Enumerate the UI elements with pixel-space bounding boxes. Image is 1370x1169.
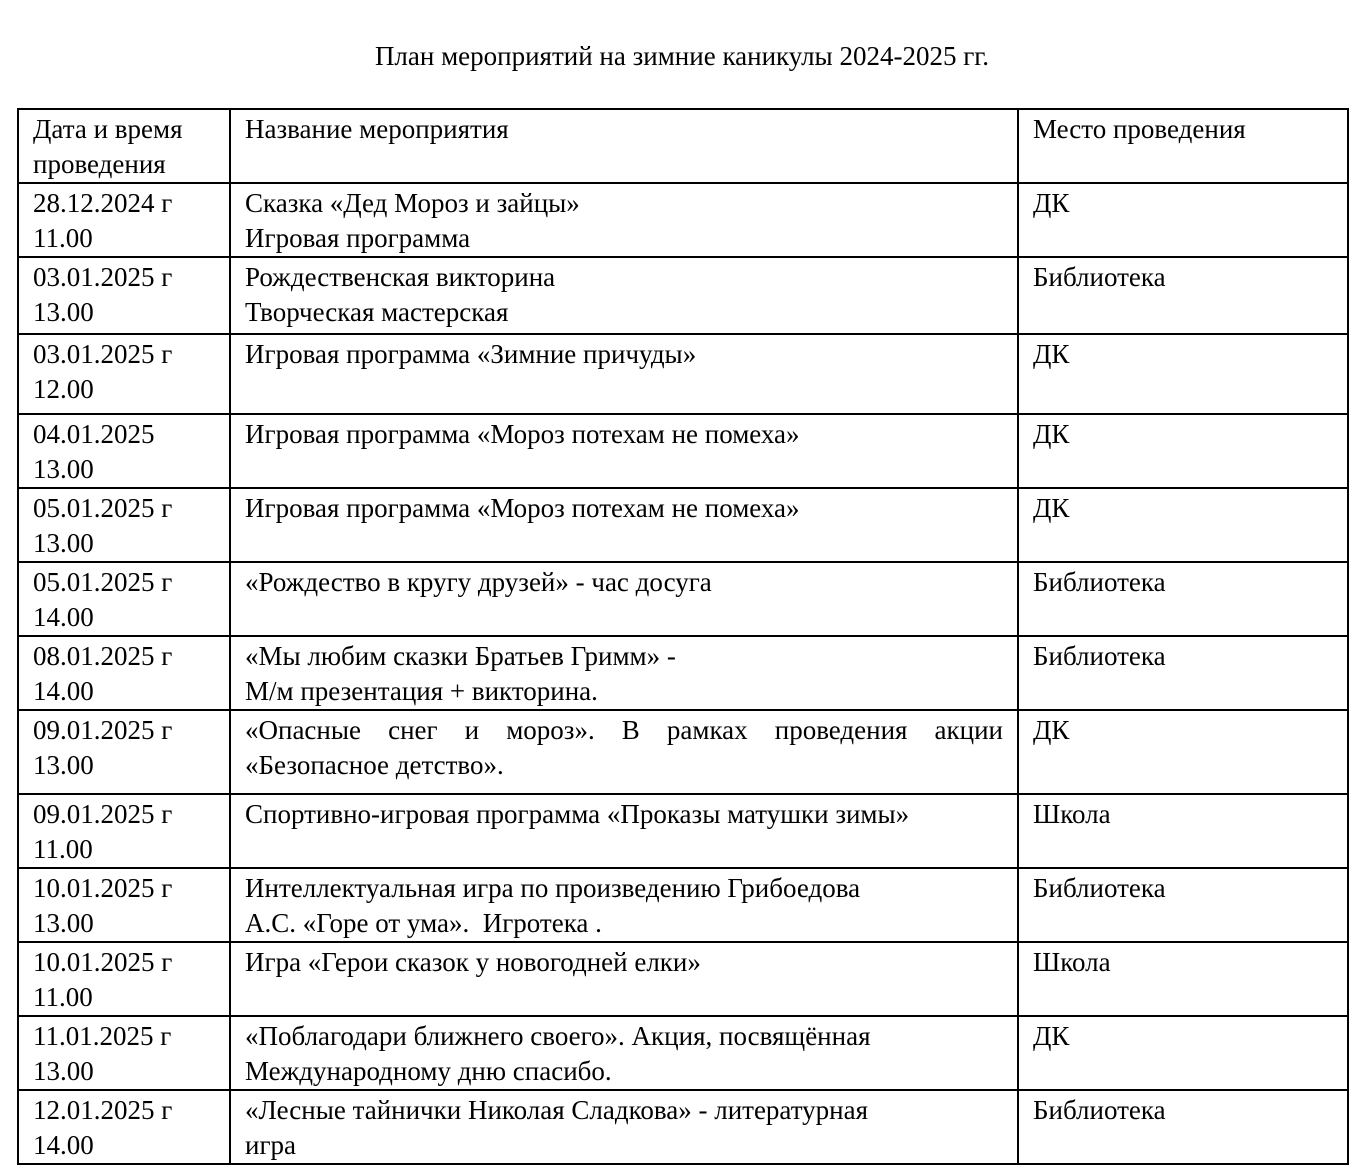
event-place: Школа bbox=[1033, 947, 1111, 977]
event-time: 13.00 bbox=[33, 1056, 94, 1086]
event-cell bbox=[230, 562, 1018, 636]
table-row bbox=[18, 942, 1348, 1016]
event-name-line: Игровая программа «Мороз потехам не помеха» bbox=[245, 493, 800, 523]
event-time: 14.00 bbox=[33, 1130, 94, 1160]
table-row bbox=[18, 710, 1348, 794]
date-cell bbox=[18, 1016, 230, 1090]
date-cell bbox=[18, 942, 230, 1016]
place-cell bbox=[1018, 257, 1348, 334]
event-cell bbox=[230, 794, 1018, 868]
date-cell bbox=[18, 488, 230, 562]
place-cell bbox=[1018, 1016, 1348, 1090]
table-row bbox=[18, 562, 1348, 636]
table-row bbox=[18, 488, 1348, 562]
date-cell bbox=[18, 257, 230, 334]
date-cell bbox=[18, 334, 230, 414]
date-cell bbox=[18, 1090, 230, 1164]
event-name-line: М/м презентация + викторина. bbox=[245, 676, 598, 706]
event-cell bbox=[230, 942, 1018, 1016]
event-name-line: А.С. «Горе от ума». Игротека . bbox=[245, 908, 602, 938]
event-time: 11.00 bbox=[33, 223, 93, 253]
date-cell bbox=[18, 414, 230, 488]
event-time: 13.00 bbox=[33, 908, 94, 938]
event-date: 10.01.2025 г bbox=[33, 873, 173, 903]
date-cell bbox=[18, 710, 230, 794]
table-row bbox=[18, 334, 1348, 414]
table-row bbox=[18, 414, 1348, 488]
place-cell bbox=[1018, 636, 1348, 710]
table-row bbox=[18, 183, 1348, 257]
place-cell bbox=[1018, 183, 1348, 257]
event-time: 13.00 bbox=[33, 297, 94, 327]
event-time: 11.00 bbox=[33, 982, 93, 1012]
event-name-line: Спортивно-игровая программа «Проказы матушки зимы» bbox=[245, 799, 910, 829]
event-name-line: Игровая программа bbox=[245, 223, 471, 253]
event-name-line: Творческая мастерская bbox=[245, 297, 509, 327]
event-place: Библиотека bbox=[1033, 262, 1166, 292]
event-place: ДК bbox=[1033, 419, 1070, 449]
table-row bbox=[18, 257, 1348, 334]
event-name-line: Сказка «Дед Мороз и зайцы» bbox=[245, 188, 580, 218]
event-date: 09.01.2025 г bbox=[33, 799, 173, 829]
event-name-line: Международному дню спасибо. bbox=[245, 1056, 612, 1086]
event-name-line: Игровая программа «Зимние причуды» bbox=[245, 339, 697, 369]
table-row bbox=[18, 1016, 1348, 1090]
header-event bbox=[230, 109, 1018, 183]
date-cell bbox=[18, 794, 230, 868]
event-date: 10.01.2025 г bbox=[33, 947, 173, 977]
event-time: 14.00 bbox=[33, 602, 94, 632]
event-cell bbox=[230, 868, 1018, 942]
date-cell bbox=[18, 183, 230, 257]
event-date: 05.01.2025 г bbox=[33, 493, 173, 523]
event-time: 13.00 bbox=[33, 454, 94, 484]
event-date: 03.01.2025 г bbox=[33, 262, 173, 292]
event-date: 11.01.2025 г bbox=[33, 1021, 172, 1051]
event-cell bbox=[230, 488, 1018, 562]
header-place-label: Место проведения bbox=[1033, 114, 1246, 144]
header-date-line: проведения bbox=[33, 149, 166, 179]
event-cell bbox=[230, 1016, 1018, 1090]
event-date: 03.01.2025 г bbox=[33, 339, 173, 369]
event-date: 09.01.2025 г bbox=[33, 715, 173, 745]
event-place: ДК bbox=[1033, 1021, 1070, 1051]
header-date bbox=[18, 109, 230, 183]
event-place: ДК bbox=[1033, 339, 1070, 369]
place-cell bbox=[1018, 414, 1348, 488]
events-table bbox=[17, 108, 1349, 1165]
date-cell bbox=[18, 562, 230, 636]
event-name-line: «Мы любим сказки Братьев Гримм» - bbox=[245, 641, 676, 671]
event-name-line: Игра «Герои сказок у новогодней елки» bbox=[245, 947, 701, 977]
event-date: 12.01.2025 г bbox=[33, 1095, 173, 1125]
event-place: ДК bbox=[1033, 715, 1070, 745]
event-place: ДК bbox=[1033, 188, 1070, 218]
place-cell bbox=[1018, 1090, 1348, 1164]
event-date: 28.12.2024 г bbox=[33, 188, 173, 218]
event-name-line: «Лесные тайнички Николая Сладкова» - литературная bbox=[245, 1095, 869, 1125]
event-name-line: «Рождество в кругу друзей» - час досуга bbox=[245, 567, 712, 597]
event-name-line: Интеллектуальная игра по произведению Грибоедова bbox=[245, 873, 861, 903]
event-date: 05.01.2025 г bbox=[33, 567, 173, 597]
place-cell bbox=[1018, 868, 1348, 942]
event-time: 13.00 bbox=[33, 750, 94, 780]
event-place: ДК bbox=[1033, 493, 1070, 523]
table-row bbox=[18, 794, 1348, 868]
event-name-line: игра bbox=[245, 1130, 297, 1160]
event-name-line: Игровая программа «Мороз потехам не помеха» bbox=[245, 419, 800, 449]
event-name-line: Рождественская викторина bbox=[245, 262, 556, 292]
event-cell bbox=[230, 414, 1018, 488]
place-cell bbox=[1018, 710, 1348, 794]
place-cell bbox=[1018, 334, 1348, 414]
place-cell bbox=[1018, 942, 1348, 1016]
event-time: 11.00 bbox=[33, 834, 93, 864]
place-cell bbox=[1018, 488, 1348, 562]
event-date: 04.01.2025 bbox=[33, 419, 155, 449]
event-cell bbox=[230, 183, 1018, 257]
event-place: Библиотека bbox=[1033, 641, 1166, 671]
table-row bbox=[18, 868, 1348, 942]
event-date: 08.01.2025 г bbox=[33, 641, 173, 671]
event-place: Школа bbox=[1033, 799, 1111, 829]
event-place: Библиотека bbox=[1033, 1095, 1166, 1125]
date-cell bbox=[18, 636, 230, 710]
event-time: 14.00 bbox=[33, 676, 94, 706]
event-name-line: «Поблагодари ближнего своего». Акция, посвящённая bbox=[245, 1021, 871, 1051]
table-row bbox=[18, 636, 1348, 710]
table-row bbox=[18, 1090, 1348, 1164]
event-cell bbox=[230, 257, 1018, 334]
date-cell bbox=[18, 868, 230, 942]
header-event-label: Название мероприятия bbox=[245, 114, 509, 144]
document-title: План мероприятий на зимние каникулы 2024-2025 гг. bbox=[374, 41, 990, 71]
event-cell bbox=[230, 710, 1018, 794]
table-header-row bbox=[18, 109, 1348, 183]
header-date-line: Дата и время bbox=[33, 114, 183, 144]
event-place: Библиотека bbox=[1033, 873, 1166, 903]
event-place: Библиотека bbox=[1033, 567, 1166, 597]
event-cell bbox=[230, 334, 1018, 414]
event-time: 12.00 bbox=[33, 374, 94, 404]
event-name-text: «Опасные снег и мороз». В рамках проведения акции «Безопасное детство». bbox=[245, 715, 1003, 780]
event-cell bbox=[230, 636, 1018, 710]
event-time: 13.00 bbox=[33, 528, 94, 558]
place-cell bbox=[1018, 794, 1348, 868]
header-place bbox=[1018, 109, 1348, 183]
event-cell bbox=[230, 1090, 1018, 1164]
place-cell bbox=[1018, 562, 1348, 636]
